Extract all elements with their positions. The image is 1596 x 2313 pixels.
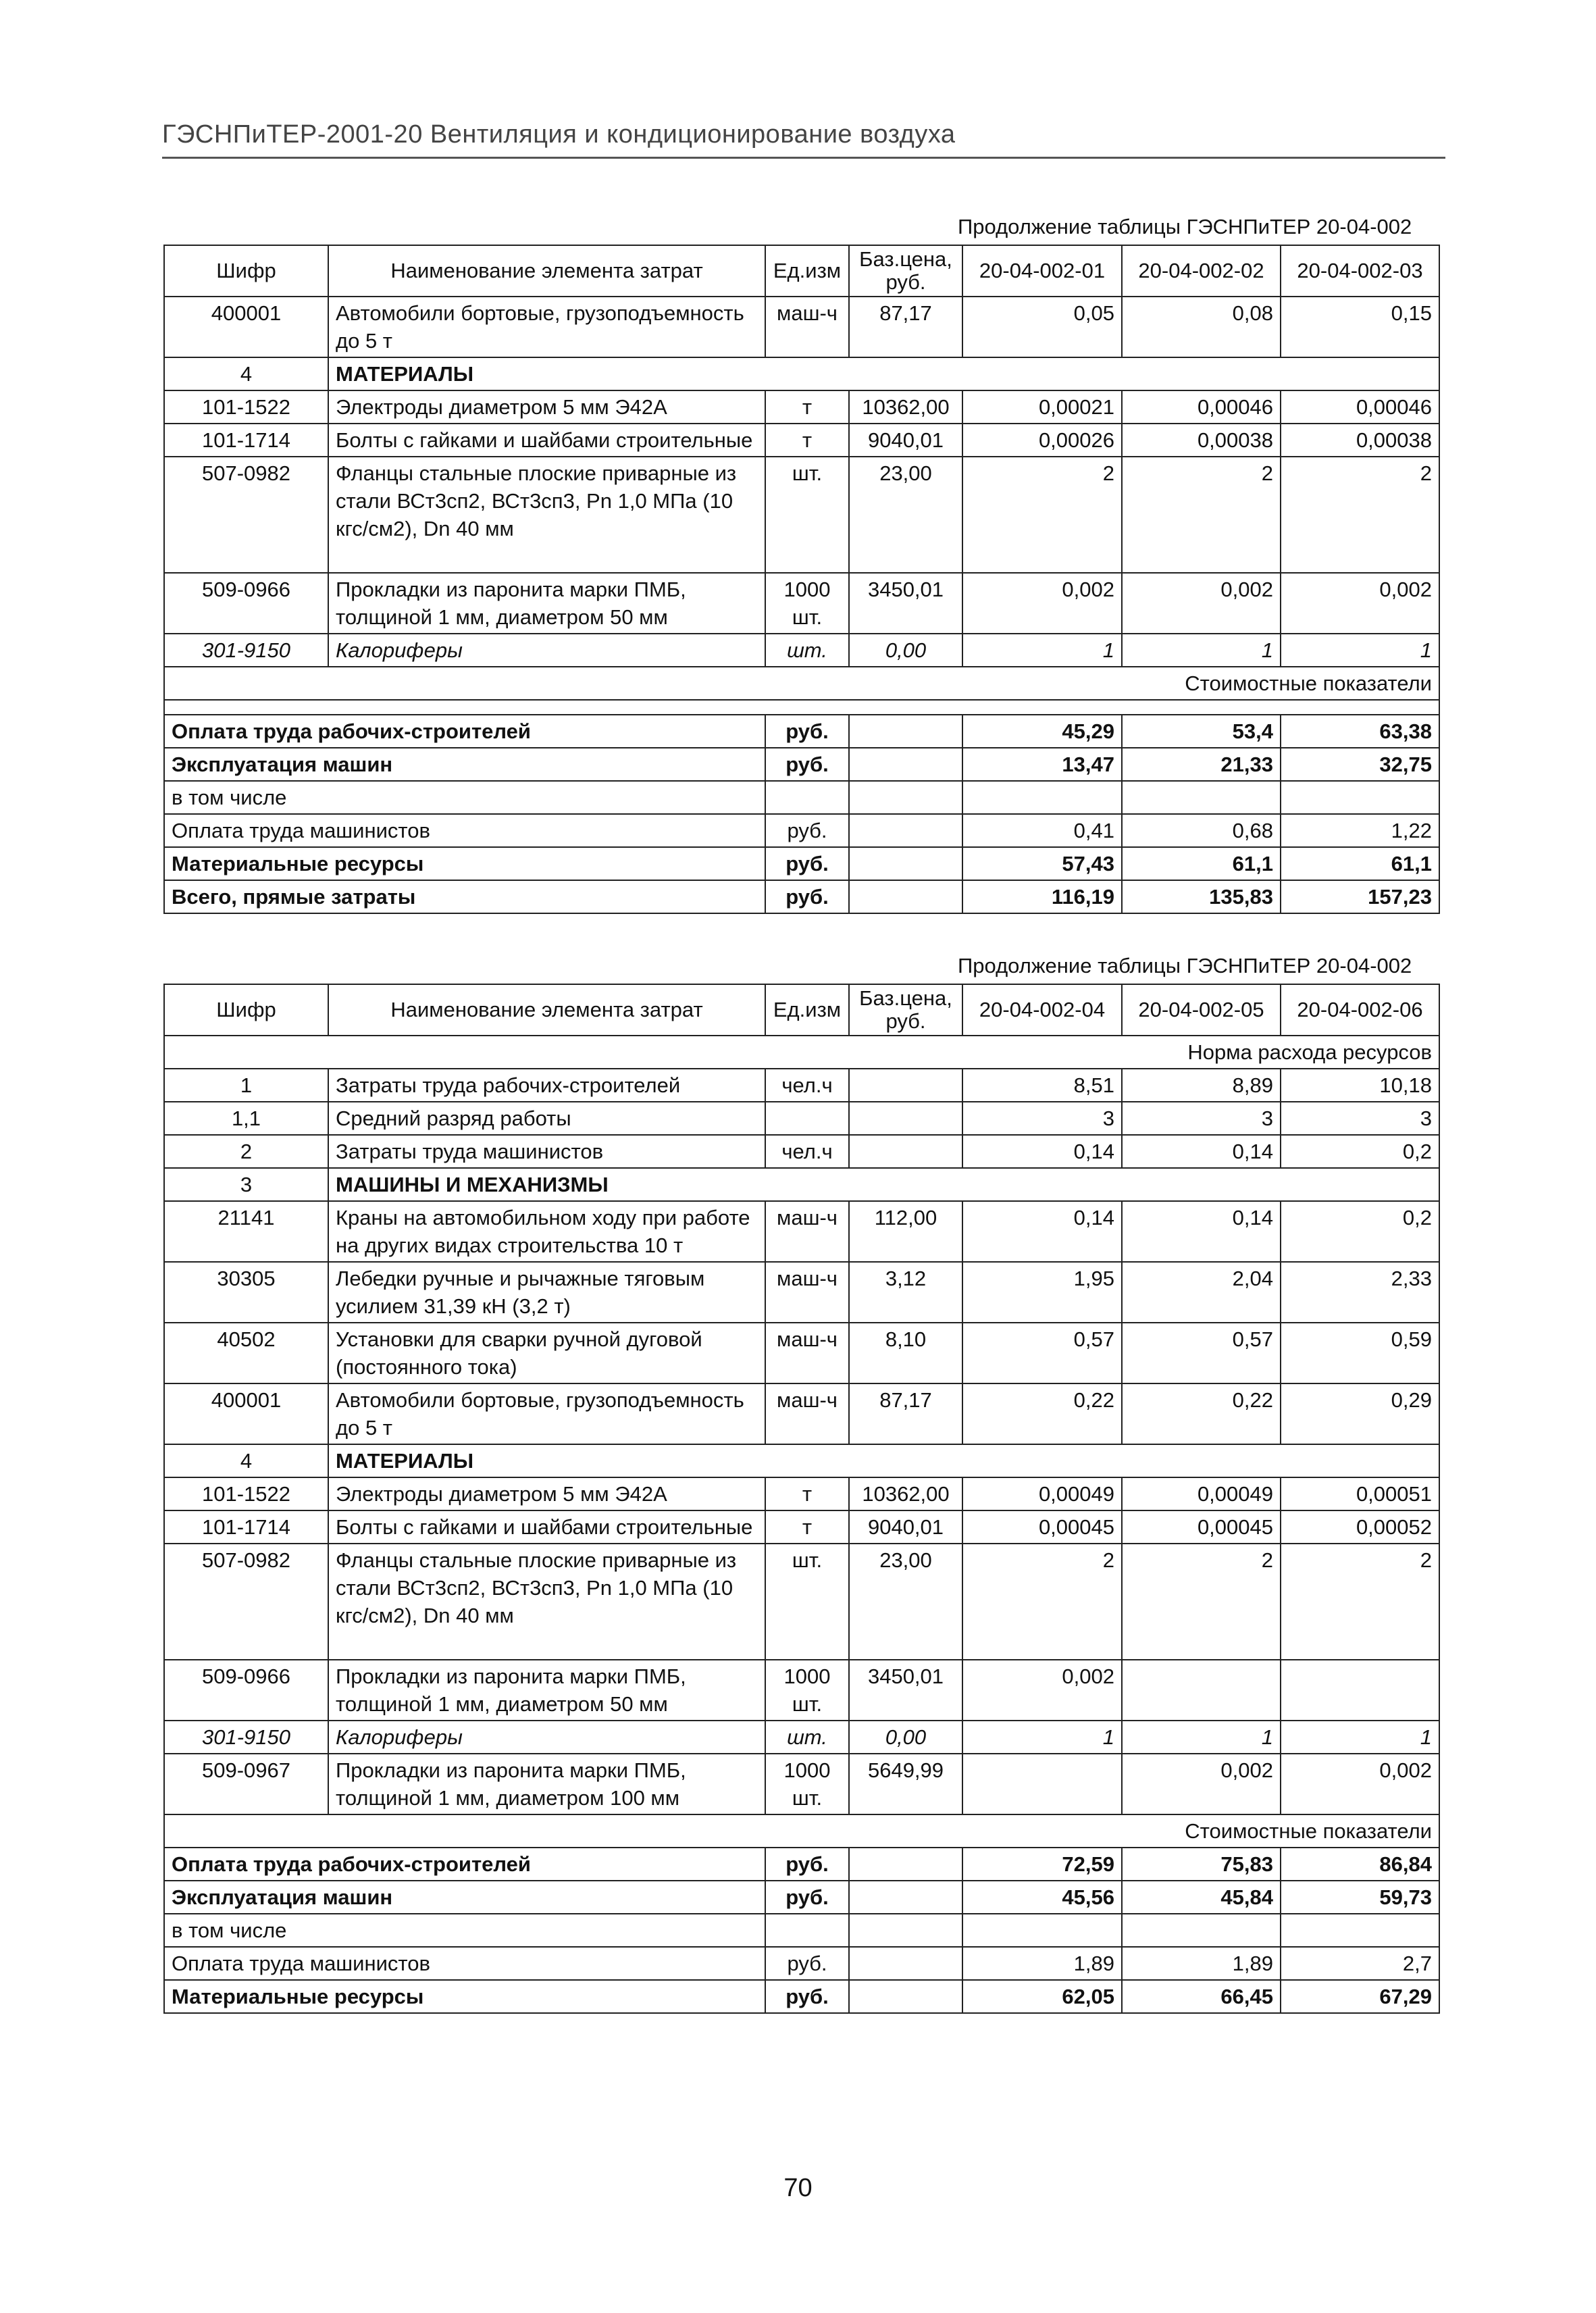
cost-price-empty — [849, 748, 962, 781]
row-price: 3,12 — [849, 1262, 962, 1323]
row-unit: 1000 шт. — [765, 573, 849, 634]
cost-value-2 — [1122, 1914, 1281, 1947]
col-header-code: Шифр — [164, 245, 328, 297]
table-row — [164, 1102, 1439, 1135]
cost-unit: руб. — [765, 847, 849, 880]
cost-value-2: 61,1 — [1122, 847, 1281, 880]
row-value-2: 0,00038 — [1122, 424, 1281, 457]
row-name: Болты с гайками и шайбами строительные — [328, 424, 765, 457]
cost-unit: руб. — [765, 814, 849, 847]
row-code: 507-0982 — [164, 1544, 328, 1660]
row-price: 87,17 — [849, 297, 962, 357]
row-unit: маш-ч — [765, 1262, 849, 1323]
row-unit: шт. — [765, 634, 849, 667]
row-value-2: 2 — [1122, 457, 1281, 573]
table-row — [164, 748, 1439, 781]
section-title: МАШИНЫ И МЕХАНИЗМЫ — [328, 1168, 1439, 1201]
row-value-3: 10,18 — [1281, 1069, 1439, 1102]
row-unit: шт. — [765, 1544, 849, 1660]
row-name: Автомобили бортовые, грузоподъемность до 5 т — [328, 297, 765, 357]
row-name: Затраты труда машинистов — [328, 1135, 765, 1168]
cost-value-3 — [1281, 1914, 1439, 1947]
cost-unit — [765, 1914, 849, 1947]
table-row — [164, 1444, 1439, 1477]
row-value-1: 0,22 — [962, 1383, 1122, 1444]
cost-value-3: 61,1 — [1281, 847, 1439, 880]
table-row — [164, 390, 1439, 424]
row-value-3: 1 — [1281, 1721, 1439, 1754]
row-price: 3450,01 — [849, 1660, 962, 1721]
row-value-1: 1 — [962, 634, 1122, 667]
cost-unit: руб. — [765, 1881, 849, 1914]
row-code: 2 — [164, 1135, 328, 1168]
row-unit: т — [765, 1477, 849, 1510]
col-header-code-2: 20-04-002-05 — [1122, 984, 1281, 1036]
row-code: 301-9150 — [164, 634, 328, 667]
row-price: 8,10 — [849, 1323, 962, 1383]
row-value-3: 0,002 — [1281, 1754, 1439, 1814]
table-row — [164, 667, 1439, 700]
row-price: 87,17 — [849, 1383, 962, 1444]
row-code: 509-0966 — [164, 573, 328, 634]
cost-value-3: 86,84 — [1281, 1848, 1439, 1881]
row-value-2: 0,00046 — [1122, 390, 1281, 424]
row-code: 40502 — [164, 1323, 328, 1383]
row-code: 400001 — [164, 297, 328, 357]
cost-price-empty — [849, 715, 962, 748]
cost-value-3: 1,22 — [1281, 814, 1439, 847]
row-value-2: 0,00045 — [1122, 1510, 1281, 1544]
row-value-2: 3 — [1122, 1102, 1281, 1135]
row-value-3: 0,00052 — [1281, 1510, 1439, 1544]
row-value-3: 0,59 — [1281, 1323, 1439, 1383]
row-value-1: 1,95 — [962, 1262, 1122, 1323]
col-header-price: Баз.цена, руб. — [849, 984, 962, 1036]
row-value-3: 2 — [1281, 1544, 1439, 1660]
row-value-1: 0,14 — [962, 1201, 1122, 1262]
cost-value-1: 45,56 — [962, 1881, 1122, 1914]
table-row — [164, 1914, 1439, 1947]
cost-value-2: 45,84 — [1122, 1881, 1281, 1914]
header-rule — [162, 157, 1445, 159]
col-header-price: Баз.цена, руб. — [849, 245, 962, 297]
row-value-2: 1 — [1122, 634, 1281, 667]
row-value-2: 0,14 — [1122, 1135, 1281, 1168]
row-value-3: 1 — [1281, 634, 1439, 667]
row-unit: маш-ч — [765, 297, 849, 357]
cost-value-3: 32,75 — [1281, 748, 1439, 781]
table-row — [164, 1477, 1439, 1510]
row-code: 101-1714 — [164, 424, 328, 457]
row-name: Краны на автомобильном ходу при работе на других видах строительства 10 т — [328, 1201, 765, 1262]
cost-name: Оплата труда машинистов — [164, 1947, 765, 1980]
row-value-2: 0,002 — [1122, 573, 1281, 634]
row-value-1: 0,14 — [962, 1135, 1122, 1168]
cost-value-1: 62,05 — [962, 1980, 1122, 2013]
row-value-2: 2,04 — [1122, 1262, 1281, 1323]
row-unit: 1000 шт. — [765, 1754, 849, 1814]
col-header-code: Шифр — [164, 984, 328, 1036]
cost-name: в том числе — [164, 1914, 765, 1947]
row-value-1: 0,00026 — [962, 424, 1122, 457]
cost-name: в том числе — [164, 781, 765, 814]
row-value-1: 0,57 — [962, 1323, 1122, 1383]
row-price: 9040,01 — [849, 424, 962, 457]
table-header-row — [164, 245, 1439, 297]
row-price — [849, 1135, 962, 1168]
row-unit: шт. — [765, 457, 849, 573]
cost-unit — [765, 781, 849, 814]
cost-value-1: 116,19 — [962, 880, 1122, 913]
table-row — [164, 1881, 1439, 1914]
row-value-3: 0,2 — [1281, 1135, 1439, 1168]
row-value-3: 0,002 — [1281, 573, 1439, 634]
row-unit: маш-ч — [765, 1383, 849, 1444]
row-value-3: 0,29 — [1281, 1383, 1439, 1444]
cost-name: Эксплуатация машин — [164, 1881, 765, 1914]
row-code: 4 — [164, 1444, 328, 1477]
row-price: 3450,01 — [849, 573, 962, 634]
cost-value-1: 13,47 — [962, 748, 1122, 781]
row-value-3: 2 — [1281, 457, 1439, 573]
cost-name: Оплата труда машинистов — [164, 814, 765, 847]
col-header-code-2: 20-04-002-02 — [1122, 245, 1281, 297]
col-header-code-3: 20-04-002-06 — [1281, 984, 1439, 1036]
cost-value-1: 57,43 — [962, 847, 1122, 880]
row-value-1: 2 — [962, 457, 1122, 573]
table-row — [164, 781, 1439, 814]
col-header-unit: Ед.изм — [765, 984, 849, 1036]
row-value-3: 2,33 — [1281, 1262, 1439, 1323]
row-unit: чел.ч — [765, 1069, 849, 1102]
cost-value-2: 1,89 — [1122, 1947, 1281, 1980]
cost-price-empty — [849, 847, 962, 880]
table-1-continuation: Продолжение таблицы ГЭСНПиТЕР 20-04-002 — [958, 215, 1412, 238]
col-header-code-1: 20-04-002-04 — [962, 984, 1122, 1036]
cost-name: Всего, прямые затраты — [164, 880, 765, 913]
cost-value-2: 75,83 — [1122, 1848, 1281, 1881]
row-name: Фланцы стальные плоские приварные из стали ВСт3сп2, ВСт3сп3, Рn 1,0 МПа (10 кгс/см2), Dn 40 мм — [328, 1544, 765, 1660]
page-header-title: ГЭСНПиТЕР-2001-20 Вентиляция и кондиционирование воздуха — [162, 120, 956, 149]
row-gap — [164, 700, 1439, 715]
table-row — [164, 700, 1439, 715]
table-2-continuation: Продолжение таблицы ГЭСНПиТЕР 20-04-002 — [958, 954, 1412, 977]
cost-value-1: 45,29 — [962, 715, 1122, 748]
row-value-1: 8,51 — [962, 1069, 1122, 1102]
cost-value-2: 66,45 — [1122, 1980, 1281, 2013]
row-value-1: 2 — [962, 1544, 1122, 1660]
row-value-1: 1 — [962, 1721, 1122, 1754]
table-row — [164, 1262, 1439, 1323]
cost-name: Материальные ресурсы — [164, 1980, 765, 2013]
cost-value-3: 59,73 — [1281, 1881, 1439, 1914]
table-row — [164, 573, 1439, 634]
table-row — [164, 634, 1439, 667]
row-value-2 — [1122, 1660, 1281, 1721]
table-row — [164, 1947, 1439, 1980]
cost-price-empty — [849, 1881, 962, 1914]
row-code: 301-9150 — [164, 1721, 328, 1754]
row-unit: т — [765, 390, 849, 424]
row-name: Прокладки из паронита марки ПМБ, толщиной 1 мм, диаметром 100 мм — [328, 1754, 765, 1814]
row-price — [849, 1102, 962, 1135]
cost-value-1 — [962, 1914, 1122, 1947]
row-unit: маш-ч — [765, 1201, 849, 1262]
table-row — [164, 1660, 1439, 1721]
resource-table-1 — [163, 245, 1440, 914]
table-row — [164, 1980, 1439, 2013]
cost-unit: руб. — [765, 880, 849, 913]
row-code: 101-1522 — [164, 1477, 328, 1510]
row-value-2: 0,14 — [1122, 1201, 1281, 1262]
section-label: Стоимостные показатели — [164, 1814, 1439, 1848]
table-row — [164, 880, 1439, 913]
cost-value-2: 53,4 — [1122, 715, 1281, 748]
row-code: 21141 — [164, 1201, 328, 1262]
row-price: 10362,00 — [849, 1477, 962, 1510]
row-price: 112,00 — [849, 1201, 962, 1262]
row-price: 0,00 — [849, 1721, 962, 1754]
row-value-3: 0,00038 — [1281, 424, 1439, 457]
row-unit: маш-ч — [765, 1323, 849, 1383]
row-code: 3 — [164, 1168, 328, 1201]
table-header-row — [164, 984, 1439, 1036]
row-value-2: 0,22 — [1122, 1383, 1281, 1444]
cost-price-empty — [849, 1914, 962, 1947]
table-row — [164, 1201, 1439, 1262]
row-name: Автомобили бортовые, грузоподъемность до 5 т — [328, 1383, 765, 1444]
table-row — [164, 1383, 1439, 1444]
cost-value-3: 63,38 — [1281, 715, 1439, 748]
col-header-code-1: 20-04-002-01 — [962, 245, 1122, 297]
cost-price-empty — [849, 781, 962, 814]
row-value-2: 8,89 — [1122, 1069, 1281, 1102]
row-code: 507-0982 — [164, 457, 328, 573]
table-row — [164, 814, 1439, 847]
row-value-1: 0,05 — [962, 297, 1122, 357]
row-value-1 — [962, 1754, 1122, 1814]
cost-value-3: 157,23 — [1281, 880, 1439, 913]
row-name: Затраты труда рабочих-строителей — [328, 1069, 765, 1102]
row-name: Фланцы стальные плоские приварные из стали ВСт3сп2, ВСт3сп3, Рn 1,0 МПа (10 кгс/см2), Dn 40 мм — [328, 457, 765, 573]
row-name: Лебедки ручные и рычажные тяговым усилием 31,39 кН (3,2 т) — [328, 1262, 765, 1323]
row-name: Электроды диаметром 5 мм Э42А — [328, 1477, 765, 1510]
cost-unit: руб. — [765, 748, 849, 781]
row-code: 400001 — [164, 1383, 328, 1444]
cost-name: Материальные ресурсы — [164, 847, 765, 880]
row-value-3: 0,00046 — [1281, 390, 1439, 424]
cost-value-3: 2,7 — [1281, 1947, 1439, 1980]
table-row — [164, 1168, 1439, 1201]
row-price: 5649,99 — [849, 1754, 962, 1814]
cost-value-3: 67,29 — [1281, 1980, 1439, 2013]
row-name: Установки для сварки ручной дуговой (постоянного тока) — [328, 1323, 765, 1383]
cost-name: Оплата труда рабочих-строителей — [164, 715, 765, 748]
row-unit: 1000 шт. — [765, 1660, 849, 1721]
page-number: 70 — [783, 2174, 813, 2202]
cost-value-1: 72,59 — [962, 1848, 1122, 1881]
row-value-3: 0,00051 — [1281, 1477, 1439, 1510]
cost-price-empty — [849, 1947, 962, 1980]
row-code: 1,1 — [164, 1102, 328, 1135]
row-value-1: 0,002 — [962, 573, 1122, 634]
cost-value-2: 0,68 — [1122, 814, 1281, 847]
row-value-2: 2 — [1122, 1544, 1281, 1660]
row-name: Средний разряд работы — [328, 1102, 765, 1135]
row-value-2: 0,08 — [1122, 297, 1281, 357]
row-code: 101-1714 — [164, 1510, 328, 1544]
cost-value-3 — [1281, 781, 1439, 814]
row-unit: т — [765, 424, 849, 457]
row-value-1: 0,00049 — [962, 1477, 1122, 1510]
row-price: 23,00 — [849, 457, 962, 573]
row-unit: чел.ч — [765, 1135, 849, 1168]
table-row — [164, 715, 1439, 748]
cost-price-empty — [849, 814, 962, 847]
row-value-1: 0,00021 — [962, 390, 1122, 424]
row-code: 1 — [164, 1069, 328, 1102]
row-unit: т — [765, 1510, 849, 1544]
table-row — [164, 1754, 1439, 1814]
table-row — [164, 1069, 1439, 1102]
row-unit — [765, 1102, 849, 1135]
row-value-3: 3 — [1281, 1102, 1439, 1135]
table-row — [164, 1544, 1439, 1660]
table-row — [164, 1848, 1439, 1881]
row-value-2: 0,57 — [1122, 1323, 1281, 1383]
row-value-3 — [1281, 1660, 1439, 1721]
cost-value-2 — [1122, 781, 1281, 814]
section-label: Норма расхода ресурсов — [164, 1036, 1439, 1069]
section-title: МАТЕРИАЛЫ — [328, 357, 1439, 390]
table-row — [164, 457, 1439, 573]
row-price: 0,00 — [849, 634, 962, 667]
cost-price-empty — [849, 1980, 962, 2013]
cost-value-1: 1,89 — [962, 1947, 1122, 1980]
row-code: 30305 — [164, 1262, 328, 1323]
row-value-2: 1 — [1122, 1721, 1281, 1754]
row-name: Калориферы — [328, 1721, 765, 1754]
table-row — [164, 1510, 1439, 1544]
table-row — [164, 1323, 1439, 1383]
row-name: Электроды диаметром 5 мм Э42А — [328, 390, 765, 424]
cost-value-1: 0,41 — [962, 814, 1122, 847]
cost-price-empty — [849, 1848, 962, 1881]
row-value-1: 0,002 — [962, 1660, 1122, 1721]
row-name: Прокладки из паронита марки ПМБ, толщиной 1 мм, диаметром 50 мм — [328, 573, 765, 634]
row-price: 9040,01 — [849, 1510, 962, 1544]
row-price — [849, 1069, 962, 1102]
table-row — [164, 357, 1439, 390]
row-name: Болты с гайками и шайбами строительные — [328, 1510, 765, 1544]
table-row — [164, 1036, 1439, 1069]
cost-unit: руб. — [765, 1848, 849, 1881]
table-row — [164, 424, 1439, 457]
col-header-unit: Ед.изм — [765, 245, 849, 297]
col-header-name: Наименование элемента затрат — [328, 245, 765, 297]
row-value-1: 3 — [962, 1102, 1122, 1135]
table-row — [164, 847, 1439, 880]
cost-name: Оплата труда рабочих-строителей — [164, 1848, 765, 1881]
col-header-name: Наименование элемента затрат — [328, 984, 765, 1036]
table-row — [164, 1721, 1439, 1754]
row-price: 10362,00 — [849, 390, 962, 424]
col-header-code-3: 20-04-002-03 — [1281, 245, 1439, 297]
cost-value-1 — [962, 781, 1122, 814]
cost-name: Эксплуатация машин — [164, 748, 765, 781]
row-value-3: 0,2 — [1281, 1201, 1439, 1262]
row-code: 101-1522 — [164, 390, 328, 424]
section-label: Стоимостные показатели — [164, 667, 1439, 700]
row-value-2: 0,00049 — [1122, 1477, 1281, 1510]
row-name: Калориферы — [328, 634, 765, 667]
cost-value-2: 21,33 — [1122, 748, 1281, 781]
cost-unit: руб. — [765, 1980, 849, 2013]
section-title: МАТЕРИАЛЫ — [328, 1444, 1439, 1477]
row-value-2: 0,002 — [1122, 1754, 1281, 1814]
table-row — [164, 1814, 1439, 1848]
cost-price-empty — [849, 880, 962, 913]
row-value-3: 0,15 — [1281, 297, 1439, 357]
row-code: 509-0967 — [164, 1754, 328, 1814]
cost-unit: руб. — [765, 715, 849, 748]
row-name: Прокладки из паронита марки ПМБ, толщиной 1 мм, диаметром 50 мм — [328, 1660, 765, 1721]
row-code: 509-0966 — [164, 1660, 328, 1721]
row-unit: шт. — [765, 1721, 849, 1754]
cost-unit: руб. — [765, 1947, 849, 1980]
row-code: 4 — [164, 357, 328, 390]
table-row — [164, 1135, 1439, 1168]
table-row — [164, 297, 1439, 357]
row-value-1: 0,00045 — [962, 1510, 1122, 1544]
cost-value-2: 135,83 — [1122, 880, 1281, 913]
resource-table-2 — [163, 984, 1440, 2014]
row-price: 23,00 — [849, 1544, 962, 1660]
